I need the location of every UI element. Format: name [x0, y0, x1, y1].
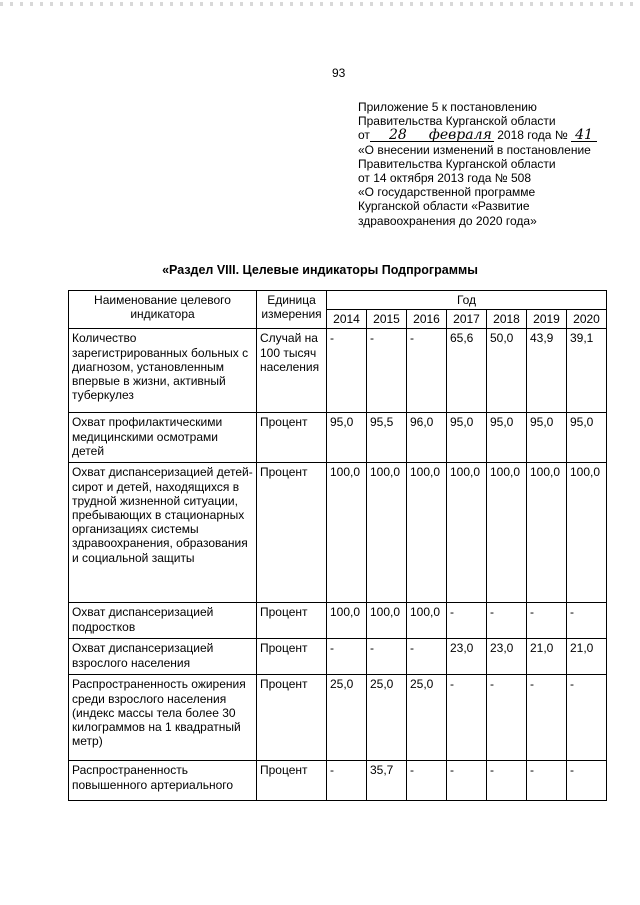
value-cell: 21,0 — [527, 639, 567, 675]
value-cell: - — [327, 761, 367, 801]
header-year: Год — [327, 291, 607, 310]
handwritten-number: 41 — [571, 129, 597, 142]
header-year-cell: 2019 — [527, 310, 567, 329]
handwritten-month: февраля — [426, 129, 494, 142]
table-row — [69, 603, 607, 639]
table-row — [69, 413, 607, 463]
value-cell: - — [487, 603, 527, 639]
value-cell: - — [447, 603, 487, 639]
value-cell: 50,0 — [487, 329, 527, 413]
value-cell: - — [367, 639, 407, 675]
header-year-cell: 2014 — [327, 310, 367, 329]
value-cell: 100,0 — [407, 603, 447, 639]
value-cell: 23,0 — [487, 639, 527, 675]
value-cell: - — [407, 329, 447, 413]
appendix-line: «О внесении изменений в постановление — [358, 142, 591, 157]
value-cell: - — [567, 603, 607, 639]
value-cell: 100,0 — [527, 463, 567, 603]
indicator-name-cell: Распространенность повышенного артериального — [69, 761, 257, 801]
indicators-table — [68, 290, 607, 801]
indicator-name-cell: Количество зарегистрированных больных с диагнозом, установленным впервые в жизни, активный туберкулез — [69, 329, 257, 413]
value-cell: - — [527, 603, 567, 639]
handwritten-day: 28 — [370, 129, 426, 142]
appendix-line: Правительства Курганской области — [358, 114, 556, 129]
unit-cell: Процент — [257, 639, 327, 675]
value-cell: 95,0 — [487, 413, 527, 463]
header-indicator-name: Наименование целевого индикатора — [69, 291, 257, 329]
indicator-name-cell: Охват диспансеризацией детей-сирот и детей, находящихся в трудной жизненной ситуации, пребывающих в стационарных организациях системы здравоохранения, образования и социальной защиты — [69, 463, 257, 603]
header-year-cell: 2020 — [567, 310, 607, 329]
indicator-name-cell: Охват профилактическими медицинскими осмотрами детей — [69, 413, 257, 463]
value-cell: 95,0 — [447, 413, 487, 463]
value-cell: - — [527, 761, 567, 801]
value-cell: - — [487, 761, 527, 801]
appendix-line: Правительства Курганской области — [358, 156, 556, 171]
header-year-cell: 2018 — [487, 310, 527, 329]
value-cell: 65,6 — [447, 329, 487, 413]
value-cell: 21,0 — [567, 639, 607, 675]
table-row — [69, 329, 607, 413]
table-row — [69, 463, 607, 603]
value-cell: 100,0 — [567, 463, 607, 603]
page-number: 93 — [332, 66, 346, 80]
value-cell: 25,0 — [407, 675, 447, 761]
unit-cell: Процент — [257, 761, 327, 801]
value-cell: 35,7 — [367, 761, 407, 801]
value-cell: - — [447, 761, 487, 801]
value-cell: - — [327, 329, 367, 413]
value-cell: 23,0 — [447, 639, 487, 675]
value-cell: 100,0 — [327, 603, 367, 639]
unit-cell: Случай на 100 тысяч населения — [257, 329, 327, 413]
date-prefix: от — [358, 128, 370, 143]
value-cell: 96,0 — [407, 413, 447, 463]
value-cell: 100,0 — [447, 463, 487, 603]
appendix-line: Приложение 5 к постановлению — [358, 100, 537, 114]
value-cell: 43,9 — [527, 329, 567, 413]
value-cell: 25,0 — [327, 675, 367, 761]
value-cell: - — [567, 675, 607, 761]
value-cell: - — [567, 761, 607, 801]
indicator-name-cell: Охват диспансеризацией взрослого населения — [69, 639, 257, 675]
value-cell: - — [447, 675, 487, 761]
table-row — [69, 639, 607, 675]
header-year-cell: 2016 — [407, 310, 447, 329]
value-cell: 100,0 — [407, 463, 447, 603]
appendix-line: здравоохранения до 2020 года» — [358, 213, 537, 228]
appendix-date-line — [358, 128, 628, 142]
value-cell: - — [487, 675, 527, 761]
appendix-line: «О государственной программе — [358, 185, 536, 200]
header-row — [69, 291, 607, 310]
indicator-name-cell: Охват диспансеризацией подростков — [69, 603, 257, 639]
unit-cell: Процент — [257, 413, 327, 463]
header-unit: Единица измерения — [257, 291, 327, 329]
indicator-name-cell: Распространенность ожирения среди взрослого населения (индекс массы тела более 30 килограммов на 1 квадратный метр) — [69, 675, 257, 761]
scan-edge-artifact — [0, 2, 640, 6]
value-cell: - — [367, 329, 407, 413]
value-cell: 95,0 — [527, 413, 567, 463]
value-cell: 95,0 — [327, 413, 367, 463]
appendix-line: от 14 октября 2013 года № 508 — [358, 171, 532, 186]
value-cell: - — [527, 675, 567, 761]
value-cell: 39,1 — [567, 329, 607, 413]
table-row — [69, 675, 607, 761]
value-cell: 95,0 — [567, 413, 607, 463]
table-body — [69, 329, 607, 801]
value-cell: 100,0 — [327, 463, 367, 603]
value-cell: 25,0 — [367, 675, 407, 761]
date-year: 2018 года № — [497, 128, 568, 143]
table-row — [69, 761, 607, 801]
unit-cell: Процент — [257, 463, 327, 603]
appendix-line: Курганской области «Развитие — [358, 199, 530, 214]
value-cell: - — [407, 761, 447, 801]
value-cell: 100,0 — [487, 463, 527, 603]
unit-cell: Процент — [257, 675, 327, 761]
appendix-header — [358, 100, 628, 228]
section-title: «Раздел VIII. Целевые индикаторы Подпрограммы — [162, 263, 478, 277]
value-cell: 100,0 — [367, 603, 407, 639]
value-cell: - — [327, 639, 367, 675]
header-year-cell: 2015 — [367, 310, 407, 329]
header-year-cell: 2017 — [447, 310, 487, 329]
value-cell: - — [407, 639, 447, 675]
unit-cell: Процент — [257, 603, 327, 639]
value-cell: 100,0 — [367, 463, 407, 603]
value-cell: 95,5 — [367, 413, 407, 463]
